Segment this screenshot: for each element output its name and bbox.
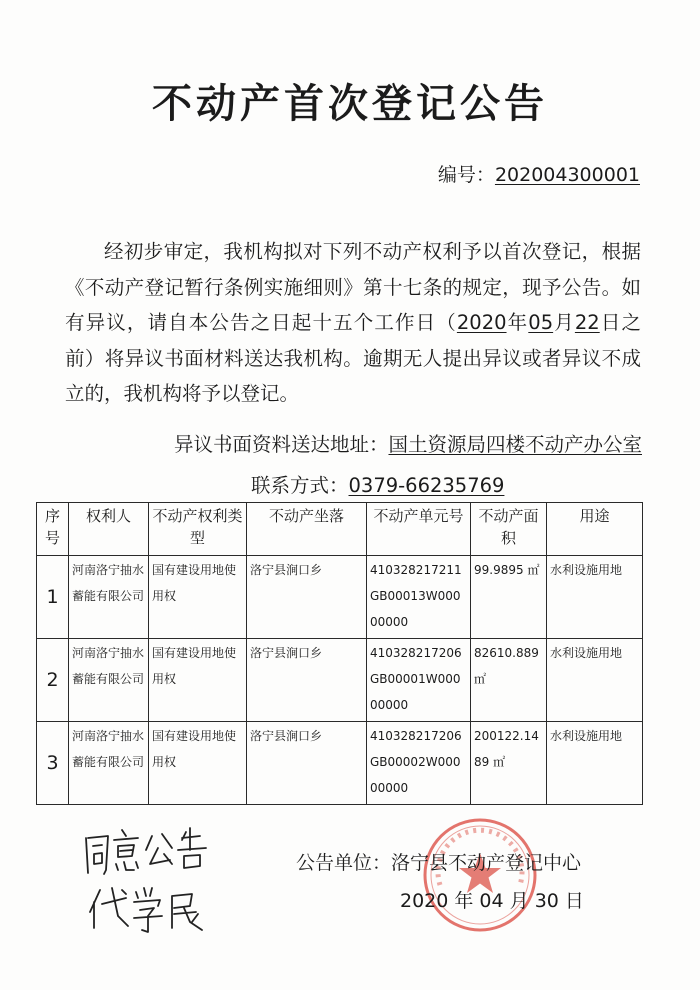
table-header-row bbox=[37, 503, 643, 556]
document-number-label: 编号： bbox=[437, 164, 495, 186]
issuing-unit-label: 公告单位： bbox=[296, 852, 392, 874]
issue-date: 2020 年 04 月 30 日 bbox=[400, 890, 584, 912]
cell-location: 洛宁县涧口乡 bbox=[247, 639, 367, 722]
address-value: 国土资源局四楼不动产办公室 bbox=[388, 433, 642, 456]
cell-area: 82610.889 ㎡ bbox=[471, 639, 547, 722]
cell-unit-no: 410328217206GB00002W00000000 bbox=[367, 722, 471, 805]
handwritten-approval bbox=[78, 818, 228, 938]
header-unit-no: 不动产单元号 bbox=[367, 503, 471, 556]
header-seq: 序号 bbox=[37, 503, 69, 556]
cell-seq: 1 bbox=[37, 556, 69, 639]
address-line bbox=[174, 429, 642, 457]
header-area: 不动产面积 bbox=[471, 503, 547, 556]
document-number-value: 202004300001 bbox=[494, 164, 640, 186]
cell-use: 水利设施用地 bbox=[547, 556, 643, 639]
deadline-day: 22 bbox=[574, 311, 600, 334]
page-title: 不动产首次登记公告 bbox=[152, 81, 548, 127]
cell-holder: 河南洛宁抽水蓄能有限公司 bbox=[69, 639, 149, 722]
paragraph-text-2: 之前）将异议书面材料送达我机构。逾期无人提出异议或者异议不成立的，我机构将予以登记。 bbox=[65, 311, 641, 405]
deadline-year: 2020 bbox=[456, 311, 507, 334]
address-label: 异议书面资料送达地址： bbox=[173, 433, 389, 456]
announcement-paragraph bbox=[65, 234, 641, 412]
official-seal bbox=[420, 815, 540, 935]
contact-value: 0379-66235769 bbox=[348, 474, 505, 497]
announcement-body bbox=[65, 234, 641, 412]
cell-use: 水利设施用地 bbox=[547, 639, 643, 722]
table-row bbox=[37, 639, 643, 722]
day-unit: 日 bbox=[599, 311, 622, 334]
issuing-unit bbox=[296, 848, 581, 875]
month-unit: 月 bbox=[553, 311, 575, 334]
issuing-unit-name: 洛宁县不动产登记中心 bbox=[391, 852, 582, 874]
cell-seq: 2 bbox=[37, 639, 69, 722]
header-holder: 权利人 bbox=[69, 503, 149, 556]
header-right-type: 不动产权利类型 bbox=[149, 503, 247, 556]
cell-seq: 3 bbox=[37, 722, 69, 805]
cell-area: 99.9895 ㎡ bbox=[471, 556, 547, 639]
table-row bbox=[37, 556, 643, 639]
contact-label: 联系方式： bbox=[251, 474, 349, 497]
cell-holder: 河南洛宁抽水蓄能有限公司 bbox=[69, 556, 149, 639]
cell-holder: 河南洛宁抽水蓄能有限公司 bbox=[69, 722, 149, 805]
cell-unit-no: 410328217211GB00013W00000000 bbox=[367, 556, 471, 639]
table-row bbox=[37, 722, 643, 805]
registration-table bbox=[36, 502, 643, 805]
document-number bbox=[438, 160, 640, 187]
contact-line bbox=[251, 470, 504, 498]
cell-use: 水利设施用地 bbox=[547, 722, 643, 805]
cell-unit-no: 410328217206GB00001W00000000 bbox=[367, 639, 471, 722]
cell-right-type: 国有建设用地使用权 bbox=[149, 556, 247, 639]
cell-right-type: 国有建设用地使用权 bbox=[149, 639, 247, 722]
paragraph-text-1: 经初步审定，我机构拟对下列不动产权利予以首次登记，根据《不动产登记暂行条例实施细则》第十七条的规定，现予公告。如有异议，请自本公告之日起十五个工作日（ bbox=[65, 240, 641, 334]
cell-area: 200122.1489 ㎡ bbox=[471, 722, 547, 805]
year-unit: 年 bbox=[506, 311, 529, 334]
header-use: 用途 bbox=[547, 503, 643, 556]
cell-location: 洛宁县涧口乡 bbox=[247, 556, 367, 639]
deadline-month: 05 bbox=[528, 311, 554, 334]
cell-right-type: 国有建设用地使用权 bbox=[149, 722, 247, 805]
cell-location: 洛宁县涧口乡 bbox=[247, 722, 367, 805]
header-location: 不动产坐落 bbox=[247, 503, 367, 556]
